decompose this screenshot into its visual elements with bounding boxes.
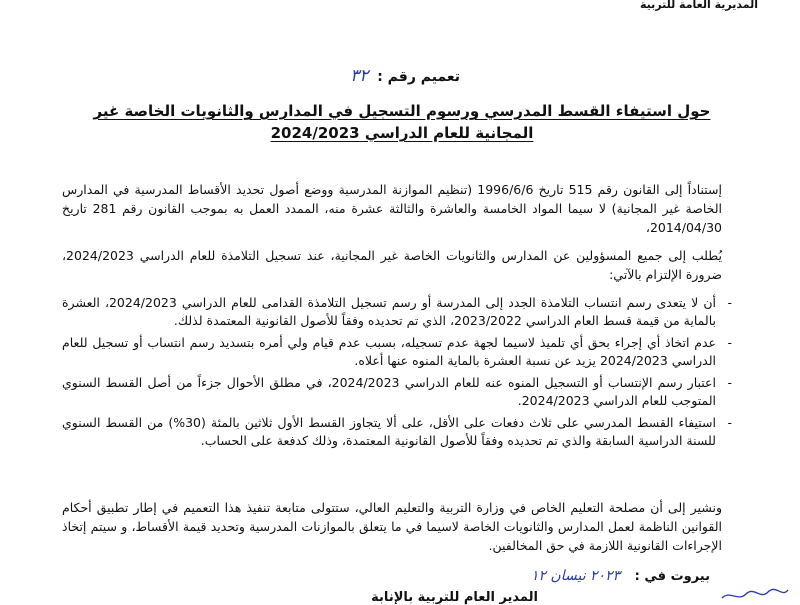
department-header: المديرية العامة للتربية — [639, 0, 758, 11]
signatory-title: المدير العام للتربية بالإنابة — [371, 590, 538, 605]
subject-line-1: حول استيفاء القسط المدرسي ورسوم التسجيل في المدارس والثانويات الخاصة غير — [93, 102, 711, 120]
circular-label: تعميم رقم : — [377, 69, 460, 85]
handwritten-date: ٢٠٢٣ نيسان ١٢ — [530, 568, 621, 584]
requirements-list — [62, 294, 732, 454]
closing-paragraph: ونشير إلى أن مصلحة التعليم الخاص في وزارة التربية والتعليم العالي، ستتولى متابعة تنفيذ هذا التعميم في إطار تطبيق أحكام القوانين الناظمة لعمل المدارس والثانويات الخاصة لاسيما في ما يتعلق بالموازنات المدرسية وتحديد قيمة الأقساط، و سيتم إتخاذ الإجراءات القانونية اللازمة في حق المخالفين. — [62, 500, 722, 553]
circular-number: ٣٢ — [350, 66, 369, 86]
legal-basis-paragraph: إستناداً إلى القانون رقم 515 تاريخ 1996/6/6 (تنظيم الموازنة المدرسية ووضع أصول تحديد الأقساط المدرسية في المدارس الخاصة غير المجانية) لا سيما المواد الخامسة والعاشرة والثالثة عشرة منه، الممدد العمل به بموجب القانون رقم 281 تاريخ 2014/04/30، — [62, 182, 722, 235]
list-item: - عدم اتخاذ أي إجراء بحق أي تلميذ لاسيما لجهة عدم تسجيله، بسبب عدم قيام ولي أمره بتسديد رسم انتساب أو تسجيل للعام الدراسي 2024/2023 يزيد عن نسبة العشرة بالماية المنوه عنها أعلاه. — [62, 334, 732, 370]
subject-line-2: المجانية للعام الدراسي 2024/2023 — [270, 124, 534, 142]
list-item: - استيفاء القسط المدرسي على ثلاث دفعات على الأقل، على ألا يتجاوز القسط الأول ثلاثين بالمئة (30%) من القسط السنوي للسنة الدراسية السابقة والذي تم تحديده وفقاً للأصول القانونية المعتمدة، وذلك كدفعة على الحساب. — [62, 414, 732, 450]
list-item: - أن لا يتعدى رسم انتساب التلامذة الجدد إلى المدرسة أو رسم تسجيل التلامذة القدامى للعام الدراسي 2024/2023، العشرة بالماية من قيمة قسط العام الدراسي 2023/2022، الذي تم تحديده وفقاً للأصول القانونية المعتمدة لذلك. — [62, 294, 732, 330]
list-item: - اعتبار رسم الإنتساب أو التسجيل المنوه عنه للعام الدراسي 2024/2023، في مطلق الأحوال جزءاً من أصل القسط السنوي المتوجب للعام الدراسي 2024/2023. — [62, 374, 732, 410]
place-label: بيروت في : — [634, 569, 710, 584]
circular-number-line — [350, 66, 460, 86]
subject-title — [82, 100, 722, 144]
request-paragraph: يُطلب إلى جميع المسؤولين عن المدارس والثانويات الخاصة غير المجانية، عند تسجيل التلامذة للعام الدراسي 2024/2023، ضرورة الإلتزام بالآتي: — [62, 248, 722, 282]
signature-scribble — [720, 586, 790, 604]
signature-place-date — [531, 568, 710, 584]
